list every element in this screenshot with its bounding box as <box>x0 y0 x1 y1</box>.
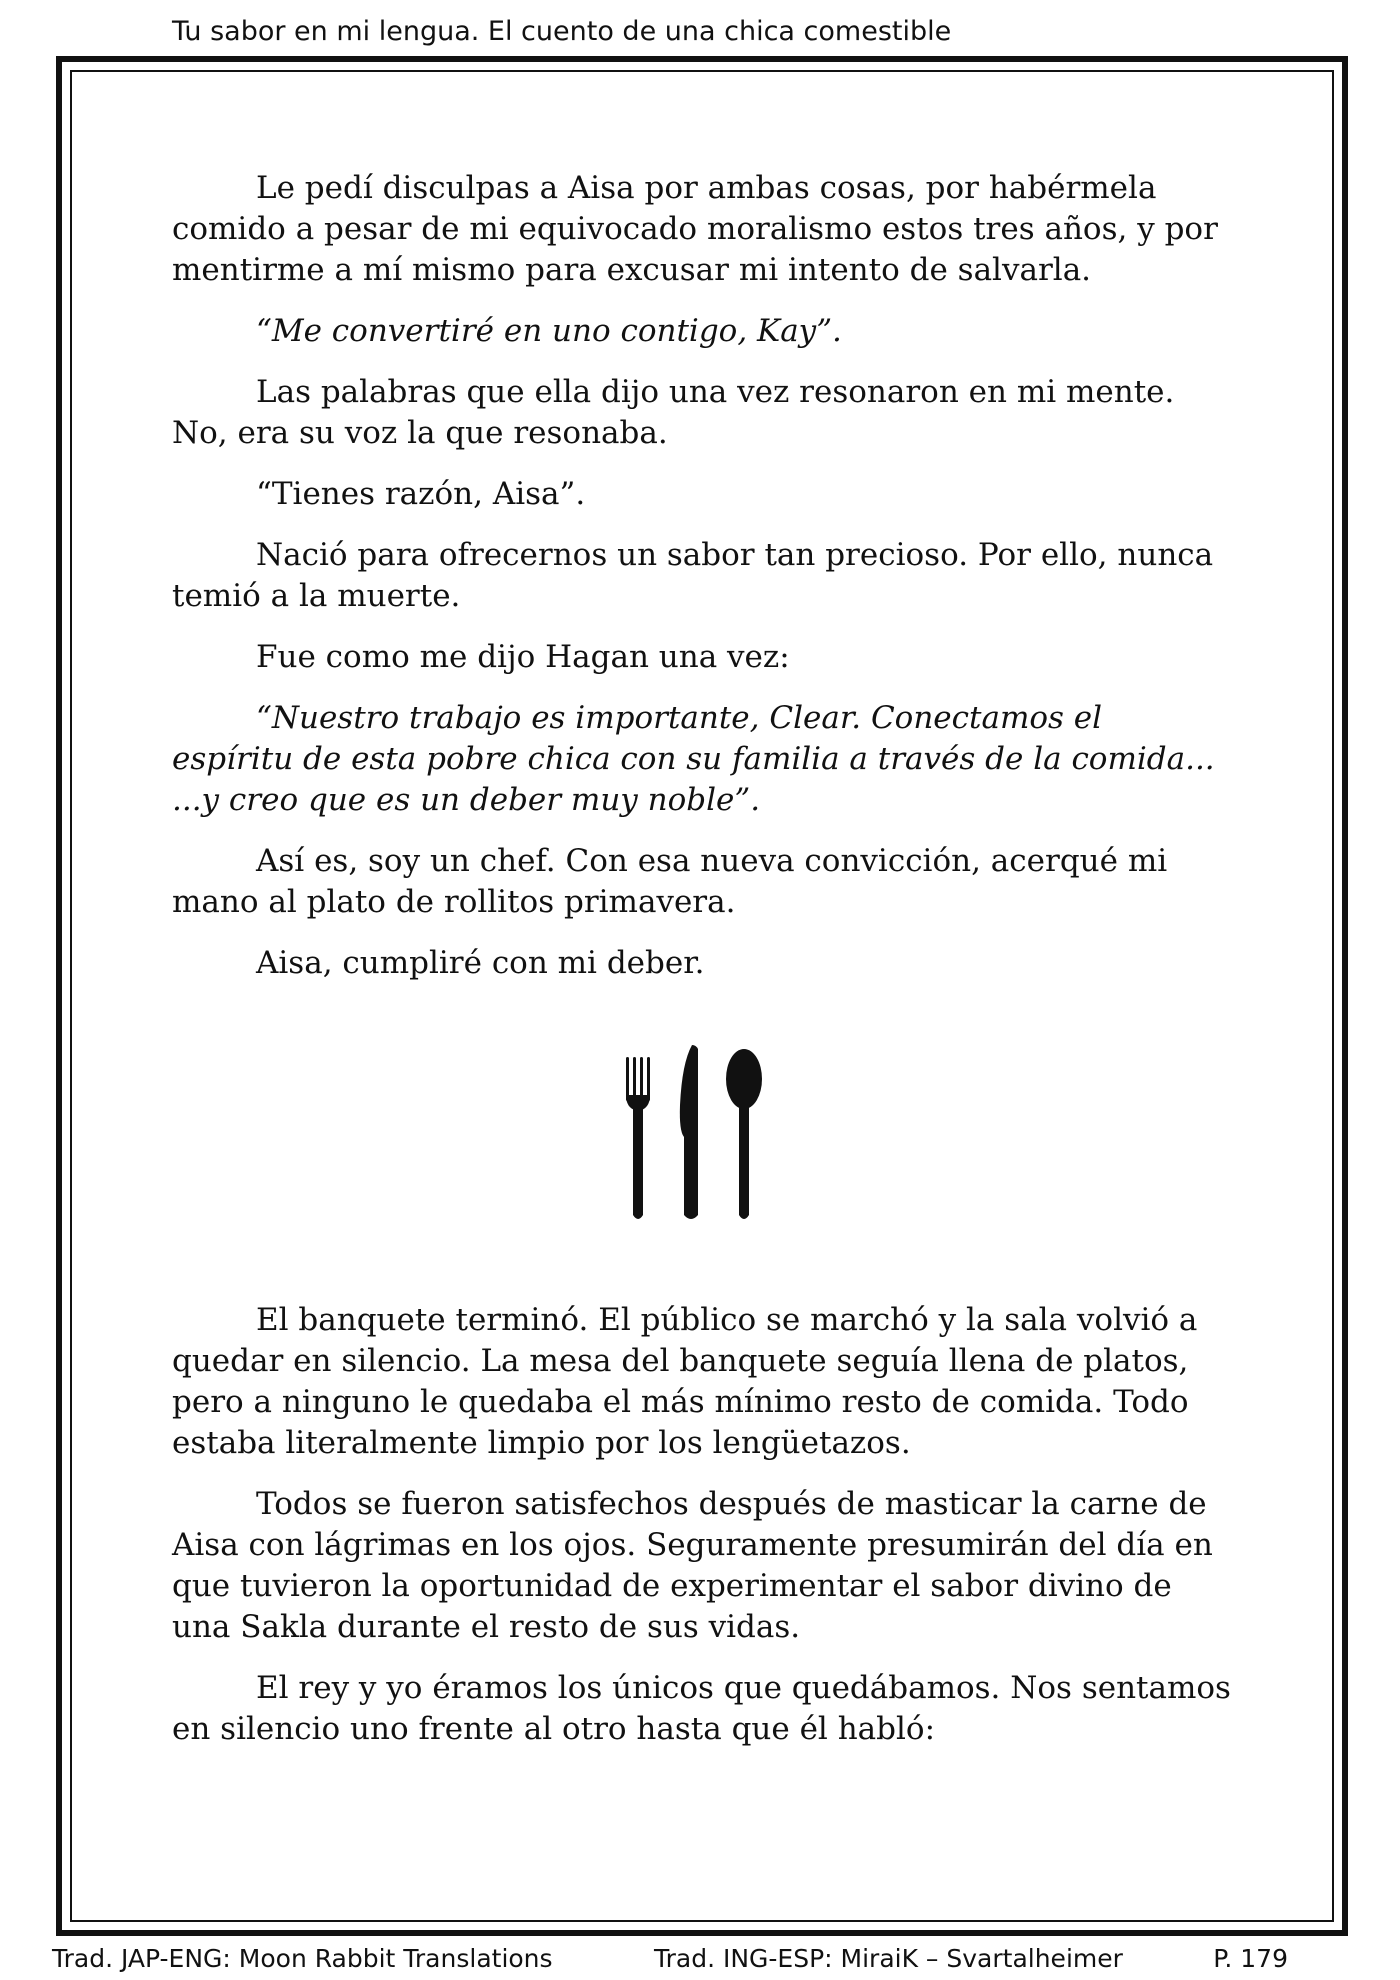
paragraph: Las palabras que ella dijo una vez resonaron en mi mente. No, era su voz la que resonaba. <box>172 374 1175 451</box>
text-block-1 <box>172 168 1232 1004</box>
paragraph: Aisa, cumpliré con mi deber. <box>256 945 705 981</box>
paragraph: Así es, soy un chef. Con esa nueva convicción, acerqué mi mano al plato de rollitos primavera. <box>172 843 1168 920</box>
paragraph-italic: “Nuestro trabajo es importante, Clear. Conectamos el espíritu de esta pobre chica con su familia a través de la comida... ...y creo que es un deber muy noble”. <box>172 700 1215 818</box>
page-number: P. 179 <box>1213 1944 1288 1973</box>
running-header: Tu sabor en mi lengua. El cuento de una chica comestible <box>172 16 952 47</box>
paragraph: Todos se fueron satisfechos después de masticar la carne de Aisa con lágrimas en los ojos. Seguramente presumirán del día en que tuvieron la oportunidad de experimentar el sabor divino de una Sakla durante el resto de sus vidas. <box>172 1486 1213 1645</box>
paragraph-italic: “Me convertiré en uno contigo, Kay”. <box>256 313 842 349</box>
footer-credit-jap-eng: Trad. JAP-ENG: Moon Rabbit Translations <box>52 1944 553 1973</box>
paragraph: “Tienes razón, Aisa”. <box>256 476 586 512</box>
text-block-2 <box>172 1300 1232 1770</box>
fork-knife-spoon-icon <box>622 1045 772 1225</box>
footer-credit-ing-esp: Trad. ING-ESP: MiraiK – Svartalheimer <box>654 1944 1123 1973</box>
paragraph: El rey y yo éramos los únicos que quedábamos. Nos sentamos en silencio uno frente al otro hasta que él habló: <box>172 1670 1231 1747</box>
paragraph: El banquete terminó. El público se marchó y la sala volvió a quedar en silencio. La mesa del banquete seguía llena de platos, pero a ninguno le quedaba el más mínimo resto de comida. Todo estaba literalmente limpio por los lengüetazos. <box>172 1302 1198 1461</box>
paragraph: Nació para ofrecernos un sabor tan precioso. Por ello, nunca temió a la muerte. <box>172 537 1214 614</box>
paragraph: Le pedí disculpas a Aisa por ambas cosas, por habérmela comido a pesar de mi equivocado moralismo estos tres años, y por mentirme a mí mismo para excusar mi intento de salvarla. <box>172 170 1218 288</box>
paragraph: Fue como me dijo Hagan una vez: <box>256 639 790 675</box>
